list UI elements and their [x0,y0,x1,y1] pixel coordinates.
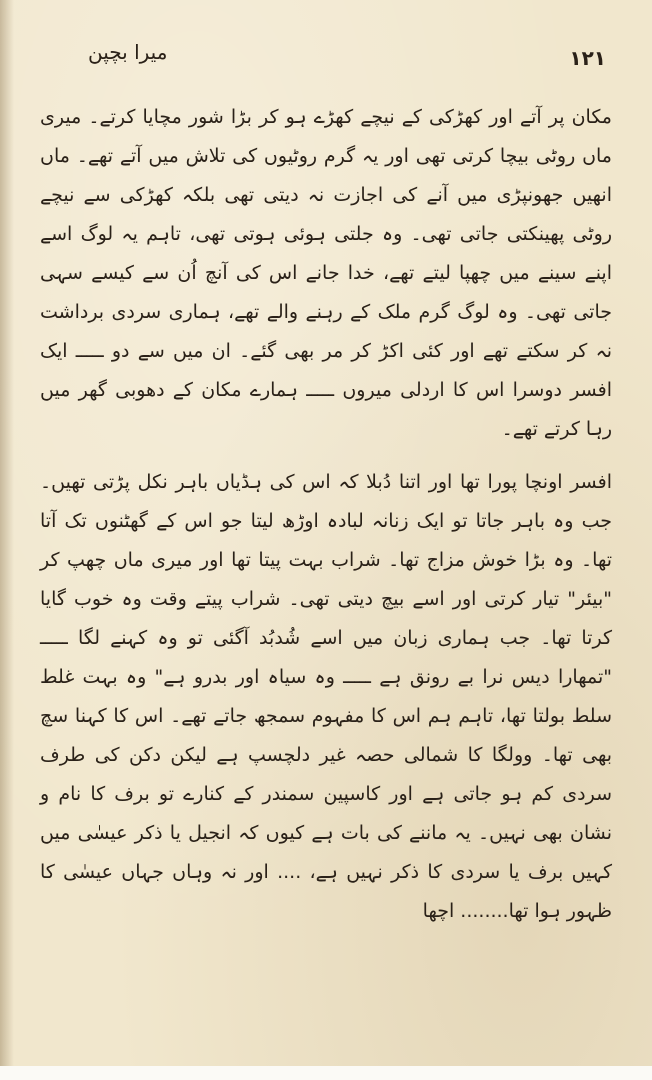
body-text [40,98,612,931]
paragraph-1: مکان پر آتے اور کھڑکی کے نیچے کھڑے ہو کر بڑا شور مچایا کرتے۔ میری ماں روٹی بیچا کرتی تھی اور یہ گرم روٹیوں کی تلاش میں آتے تھے۔ ماں انھیں جھونپڑی میں آنے کی اجازت نہ دیتی تھی بلکہ کھڑکی سے نیچے روٹی پھینکتی جاتی تھی۔ وہ جلتی ہوئی ہوتی تھی، تاہم یہ لوگ اسے اپنے سینے میں چھپا لیتے تھے، خدا جانے اس کی آنچ اُن سے کیسے سہی جاتی تھی۔ وہ لوگ گرم ملک کے رہنے والے تھے، ہماری سردی برداشت نہ کر سکتے تھے اور کئی اکڑ کر مر بھی گئے۔ ان میں سے دو ـــــ ایک افسر دوسرا اس کا اردلی میروں ـــــ ہمارے مکان کے دھوبی گھر میں رہا کرتے تھے۔ [40,106,612,440]
paragraph-2: افسر اونچا پورا تھا اور اتنا دُبلا کہ اس کی ہڈیاں باہر نکل پڑتی تھیں۔ جب وہ باہر جاتا تو ایک زنانہ لبادہ اوڑھ لیتا جو اس کے گھٹنوں تک آتا تھا۔ وہ بڑا خوش مزاج تھا۔ شراب بہت پیتا تھا اور میری ماں چھپ کر "بیئر" تیار کرتی اور اسے بیچ دیتی تھی۔ شراب پیتے وقت وہ خوب گایا کرتا تھا۔ جب ہماری زبان میں اسے شُدبُد آگئی تو وہ کہنے لگا ـــــ "تمھارا دیس نرا بے رونق ہے ـــــ وہ سیاہ اور بدرو ہے" وہ بہت غلط سلط بولتا تھا، تاہم ہم اس کا مفہوم سمجھ جاتے تھے۔ اس کا کہنا سچ بھی تھا۔ وولگا کا شمالی حصہ غیر دلچسپ ہے لیکن دکن کی طرف سردی کم ہو جاتی ہے اور کاسپین سمندر کے کنارے تو برف کا نام و نشان بھی نہیں۔ یہ ماننے کی بات ہے کیوں کہ انجیل یا ذکر عیسٰی میں کہیں برف یا سردی کا ذکر نہیں ہے، .... اور نہ وہاں جہاں عیسٰی کا ظہور ہوا تھا........ اچھا [40,471,612,922]
running-head: میرا بچپن [88,40,168,64]
binding-shadow [0,0,14,1080]
page-number: ۱۲۱ [569,46,606,70]
scan-bottom-edge [0,1066,652,1080]
